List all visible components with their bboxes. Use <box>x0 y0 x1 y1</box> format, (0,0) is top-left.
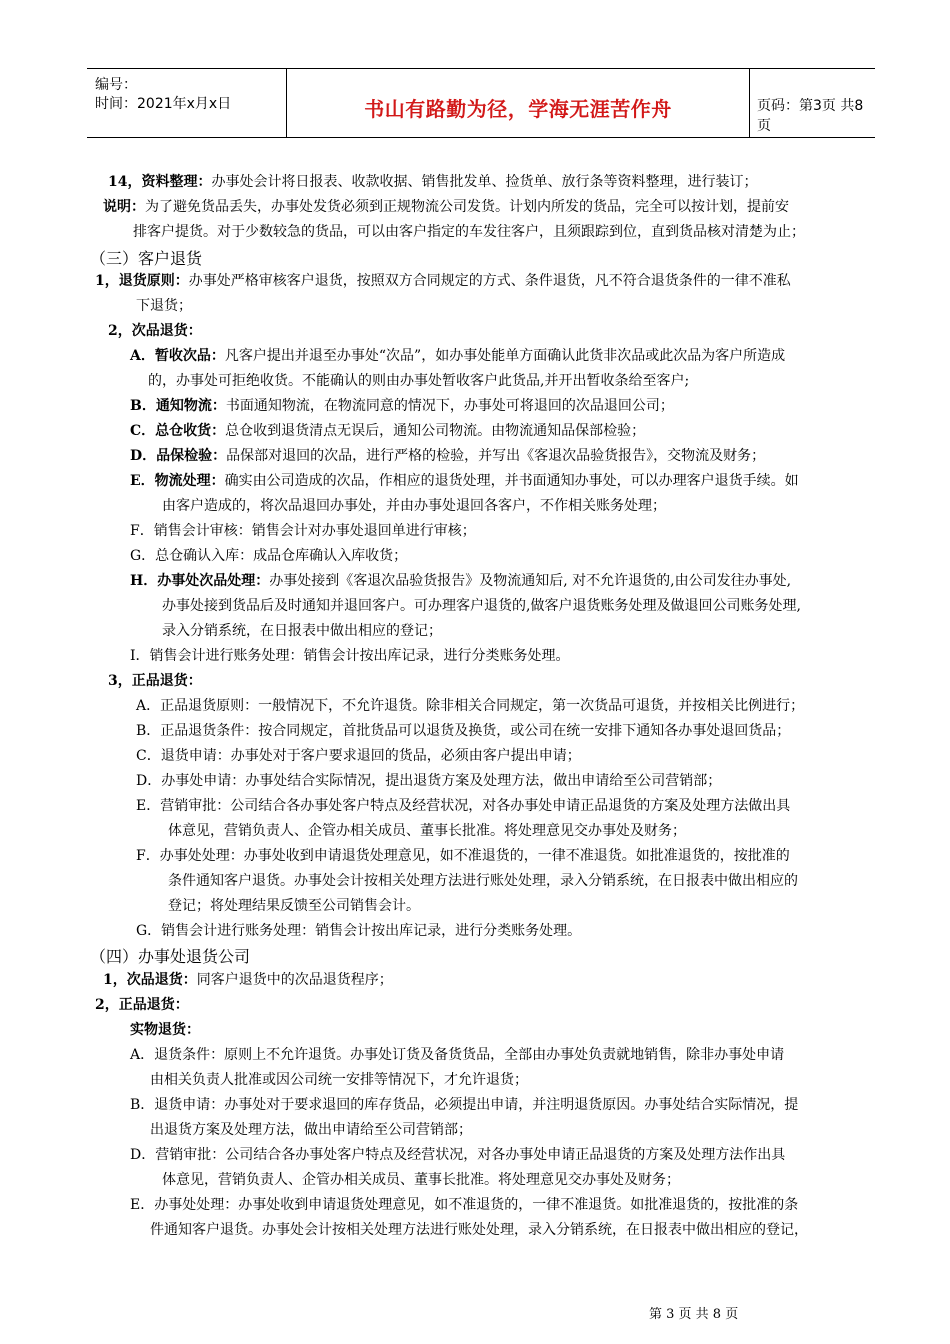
line-lead-bold: D．品保检验： <box>130 448 227 464</box>
section-heading <box>90 246 202 269</box>
text-line <box>148 372 689 390</box>
line-text: 凡客户提出并退至办事处“次品”，如办事处能单方面确认此货非次品或此次品为客户所造成 <box>224 348 786 364</box>
page-footer: 第 3 页 共 8 页 <box>649 1307 739 1322</box>
line-text: 的，办事处可拒绝收货。不能确认的则由办事处暂收客户此货品,并开出暂收条给至客户; <box>148 373 690 389</box>
line-lead-bold: 说明： <box>103 199 145 215</box>
line-text: D．营销审批：公司结合各办事处客户特点及经营状况，对各办事处申请正品退货的方案及处理方法作出具 <box>130 1147 786 1163</box>
text-line <box>150 1221 808 1239</box>
line-lead-bold: B．通知物流： <box>130 398 226 414</box>
text-line <box>108 672 202 690</box>
text-line <box>150 1121 472 1139</box>
text-line <box>108 173 757 191</box>
number-label: 编号： <box>95 77 137 93</box>
header-right-cell <box>749 69 875 137</box>
line-lead-bold: 实物退货： <box>130 1022 200 1038</box>
text-line <box>103 971 393 989</box>
header-left-cell <box>87 69 285 137</box>
line-text: 由相关负责人批准或因公司统一安排等情况下，才允许退货； <box>150 1072 528 1088</box>
line-text: 条件通知客户退货。办事处会计按相关处理方法进行账处处理，录入分销系统，在日报表中做出相应的 <box>168 873 798 889</box>
line-text: E．营销审批：公司结合各办事处客户特点及经营状况，对各办事处申请正品退货的方案及处理方法做出具 <box>136 798 791 814</box>
text-line <box>133 223 805 241</box>
page-info: 页码：第3页 共8页 <box>757 98 864 134</box>
text-line <box>130 572 791 590</box>
line-lead-bold: E．物流处理： <box>130 473 225 489</box>
text-line <box>130 547 407 565</box>
text-line <box>162 1171 680 1189</box>
text-line <box>136 722 790 740</box>
line-text: E．办事处处理：办事处收到申请退货处理意见，如不准退货的，一律不准退货。如批准退货的，按批准的条 <box>130 1197 799 1213</box>
text-line <box>136 922 581 940</box>
text-line <box>103 198 789 216</box>
line-text: A．退货条件：原则上不允许退货。办事处订货及备货货品，全部由办事处负责就地销售，除非办事处申请 <box>130 1047 785 1063</box>
text-line <box>136 747 581 765</box>
text-line <box>168 822 686 840</box>
text-line <box>130 1021 200 1039</box>
line-text: G．总仓确认入库：成品仓库确认入库收货； <box>130 548 408 564</box>
line-text: 办事处严格审核客户退货，按照双方合同规定的方式、条件退货，凡不符合退货条件的一律不准私 <box>188 273 791 289</box>
text-line <box>130 1146 785 1164</box>
line-text: B．退货申请：办事处对于要求退回的库存货品，必须提出申请，并注明退货原因。办事处结合实际情况，提 <box>130 1097 799 1113</box>
header-center-cell <box>286 69 750 137</box>
line-text: 排客户提货。对于少数较急的货品，可以由客户指定的车发往客户，且须跟踪到位，直到货品核对清楚为止； <box>133 224 805 240</box>
line-text: 同客户退货中的次品退货程序； <box>196 972 393 988</box>
line-text: （四）办事处退货公司 <box>90 947 251 966</box>
line-lead-bold: 3，正品退货： <box>108 673 202 689</box>
line-lead-bold: 14，资料整理： <box>108 174 212 190</box>
text-line <box>130 647 570 665</box>
text-line <box>136 297 192 315</box>
text-line <box>130 1096 798 1114</box>
text-line <box>130 397 674 415</box>
text-line <box>136 847 790 865</box>
text-line <box>130 1196 798 1214</box>
line-text: 录入分销系统，在日报表中做出相应的登记； <box>162 623 442 639</box>
text-line <box>136 772 721 790</box>
text-line <box>136 797 790 815</box>
line-lead-bold: H．办事处次品处理： <box>130 573 270 589</box>
time-label: 时间：2021年x月x日 <box>95 96 232 112</box>
text-line <box>162 622 442 640</box>
line-text: 品保部对退回的次品，进行严格的检验，并写出《客退次品验货报告》，交物流及财务； <box>226 448 766 464</box>
text-line <box>95 272 791 290</box>
text-line <box>95 996 189 1014</box>
line-text: F．销售会计审核：销售会计对办事处退回单进行审核； <box>130 523 476 539</box>
text-line <box>162 597 801 615</box>
line-text: 件通知客户退货。办事处会计按相关处理方法进行账处处理，录入分销系统，在日报表中做出相应的登记， <box>150 1222 808 1238</box>
line-text: I．销售会计进行账务处理：销售会计按出库记录，进行分类账务处理。 <box>130 648 570 664</box>
text-line <box>130 447 765 465</box>
text-line <box>168 897 420 915</box>
motto-text: 书山有路勤为径，学海无涯苦作舟 <box>364 97 672 121</box>
line-text: 确实由公司造成的次品，作相应的退货处理，并书面通知办事处，可以办理客户退货手续。如 <box>224 473 799 489</box>
line-text: C．退货申请：办事处对于客户要求退回的货品，必须由客户提出申请； <box>136 748 581 764</box>
text-line <box>168 872 798 890</box>
text-line <box>150 1071 528 1089</box>
line-text: 为了避免货品丢失，办事处发货必须到正规物流公司发货。计划内所发的货品，完全可以按计划，提前安 <box>145 199 789 215</box>
text-line <box>130 347 785 365</box>
line-text: （三）客户退货 <box>90 249 203 268</box>
line-text: 办事处接到货品后及时通知并退回客户。可办理客户退货的,做客户退货账务处理及做退回公司账务处理, <box>162 598 801 614</box>
line-text: F．办事处处理：办事处收到申请退货处理意见，如不准退货的，一律不准退货。如批准退货的，按批准的 <box>136 848 790 864</box>
text-line <box>108 322 202 340</box>
text-line <box>130 522 476 540</box>
line-lead-bold: 1，次品退货： <box>103 972 197 988</box>
section-heading <box>90 944 250 967</box>
line-text: 总仓收到退货清点无误后，通知公司物流。由物流通知品保部检验； <box>225 423 646 439</box>
line-lead-bold: 2，正品退货： <box>95 997 189 1013</box>
line-lead-bold: A．暂收次品： <box>130 348 225 364</box>
line-lead-bold: 1，退货原则： <box>95 273 189 289</box>
text-line <box>130 1046 784 1064</box>
line-text: 下退货； <box>136 298 192 314</box>
line-text: 体意见，营销负责人、企管办相关成员、董事长批准。将处理意见交办事处及财务； <box>168 823 686 839</box>
line-text: 出退货方案及处理方法，做出申请给至公司营销部； <box>150 1122 472 1138</box>
line-text: 登记；将处理结果反馈至公司销售会计。 <box>168 898 420 914</box>
line-lead-bold: 2，次品退货： <box>108 323 202 339</box>
line-text: G．销售会计进行账务处理：销售会计按出库记录，进行分类账务处理。 <box>136 923 582 939</box>
line-text: D．办事处申请：办事处结合实际情况，提出退货方案及处理方法，做出申请给至公司营销部； <box>136 773 722 789</box>
line-lead-bold: C．总仓收货： <box>130 423 226 439</box>
text-line <box>136 697 804 715</box>
line-text: A．正品退货原则：一般情况下，不允许退货。除非相关合同规定，第一次货品可退货，并按相关比例进行； <box>136 698 805 714</box>
line-text: 书面通知物流，在物流同意的情况下，办事处可将退回的次品退回公司； <box>225 398 674 414</box>
text-line <box>130 472 799 490</box>
text-line <box>130 422 645 440</box>
line-text: 办事处接到《客退次品验货报告》及物流通知后, 对不允许退货的,由公司发往办事处, <box>269 573 792 589</box>
page-header <box>87 68 875 138</box>
line-text: 由客户造成的，将次品退回办事处，并由办事处退回各客户，不作相关账务处理； <box>162 498 666 514</box>
text-line <box>162 497 666 515</box>
line-text: 体意见，营销负责人、企管办相关成员、董事长批准。将处理意见交办事处及财务； <box>162 1172 680 1188</box>
line-text: B．正品退货条件：按合同规定，首批货品可以退货及换货，或公司在统一安排下通知各办事处退回货品； <box>136 723 791 739</box>
line-text: 办事处会计将日报表、收款收据、销售批发单、捡货单、放行条等资料整理，进行装订； <box>211 174 758 190</box>
